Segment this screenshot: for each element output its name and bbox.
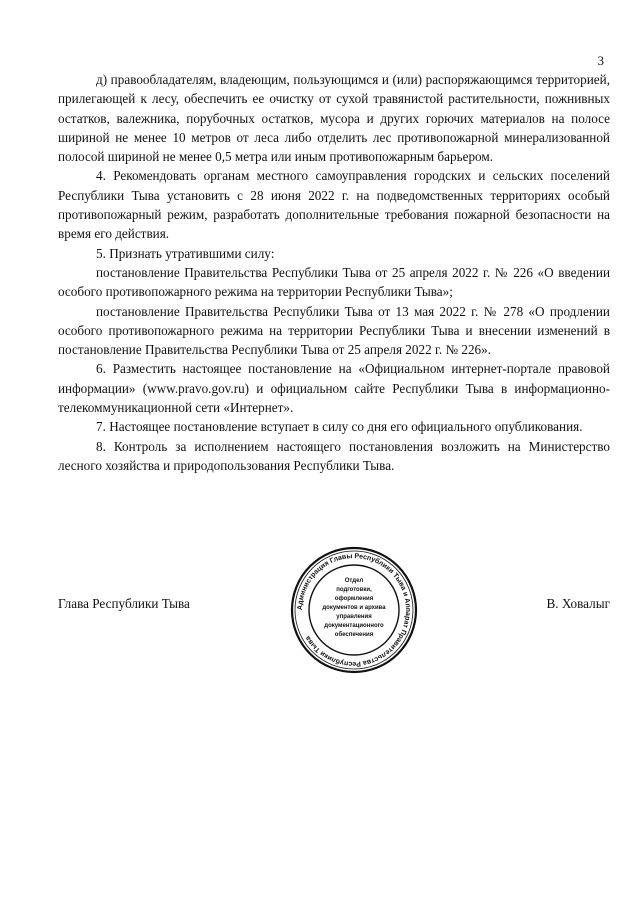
stamp-inner-line: обеспечения [334,632,374,638]
repealed-item-1: постановление Правительства Республики Тыва от 25 апреля 2022 г. № 226 «О введении особого противопожарного режима на территории Республики Тыва»; [58,264,610,300]
paragraph-5: 5. Признать утратившими силу: [96,245,275,261]
paragraph-8: 8. Контроль за исполнением настоящего постановления возложить на Министерство лесного хозяйства и природопользования Республики Тыва. [58,438,610,473]
stamp-inner-line: документационного [324,623,384,629]
document-body [58,70,610,475]
stamp-outer-text: Администрация Главы Республики Тыва и Аппарат Правительства Республики Тыва [296,552,412,668]
stamp-inner-line: документов и архива [322,605,386,611]
stamp-inner-line: Отдел [344,578,364,584]
stamp-inner-line: оформления [334,596,374,602]
paragraph-d: д) правообладателям, владеющим, пользующимся и (или) распоряжающимся территорией, прилегающей к лесу, обеспечить ее очистку от сухой травянистой растительности, пожнивных остатков, валежника, порубочных остатков, мусора и других горючих материалов на полосе шириной не менее 10 метров от леса либо отделить лес противопожарной минерализованной полосой шириной не менее 0,5 метра или иным противопожарным барьером. [58,72,610,165]
paragraph-6: 6. Разместить настоящее постановление на «Официальном интернет-портале правовой информации» (www.pravo.gov.ru) и официальном сайте Республики Тыва в информационно-телекоммуникационной сети «Интернет». [58,361,610,416]
paragraph-4: 4. Рекомендовать органам местного самоуправления городских и сельских поселений Республики Тыва установить с 28 июня 2022 г. на подведомственных территориях особый противопожарный режим, разработать дополнительные требования пожарной безопасности на время его действия. [58,168,610,242]
stamp-inner-line: подготовки, [336,587,372,593]
page-number: 3 [597,53,604,68]
official-seal-stamp [290,546,418,674]
repealed-item-2: постановление Правительства Республики Тыва от 13 мая 2022 г. № 278 «О продлении особого противопожарного режима на территории Республики Тыва и внесении изменений в постановление Правительства Республики Тыва от 25 апреля 2022 г. № 226». [58,303,610,358]
signatory-position: Глава Республики Тыва [58,596,190,611]
signatory-name: В. Ховалыг [546,596,610,611]
paragraph-7: 7. Настоящее постановление вступает в силу со дня его официального опубликования. [96,419,583,435]
stamp-inner-line: управления [336,614,372,620]
